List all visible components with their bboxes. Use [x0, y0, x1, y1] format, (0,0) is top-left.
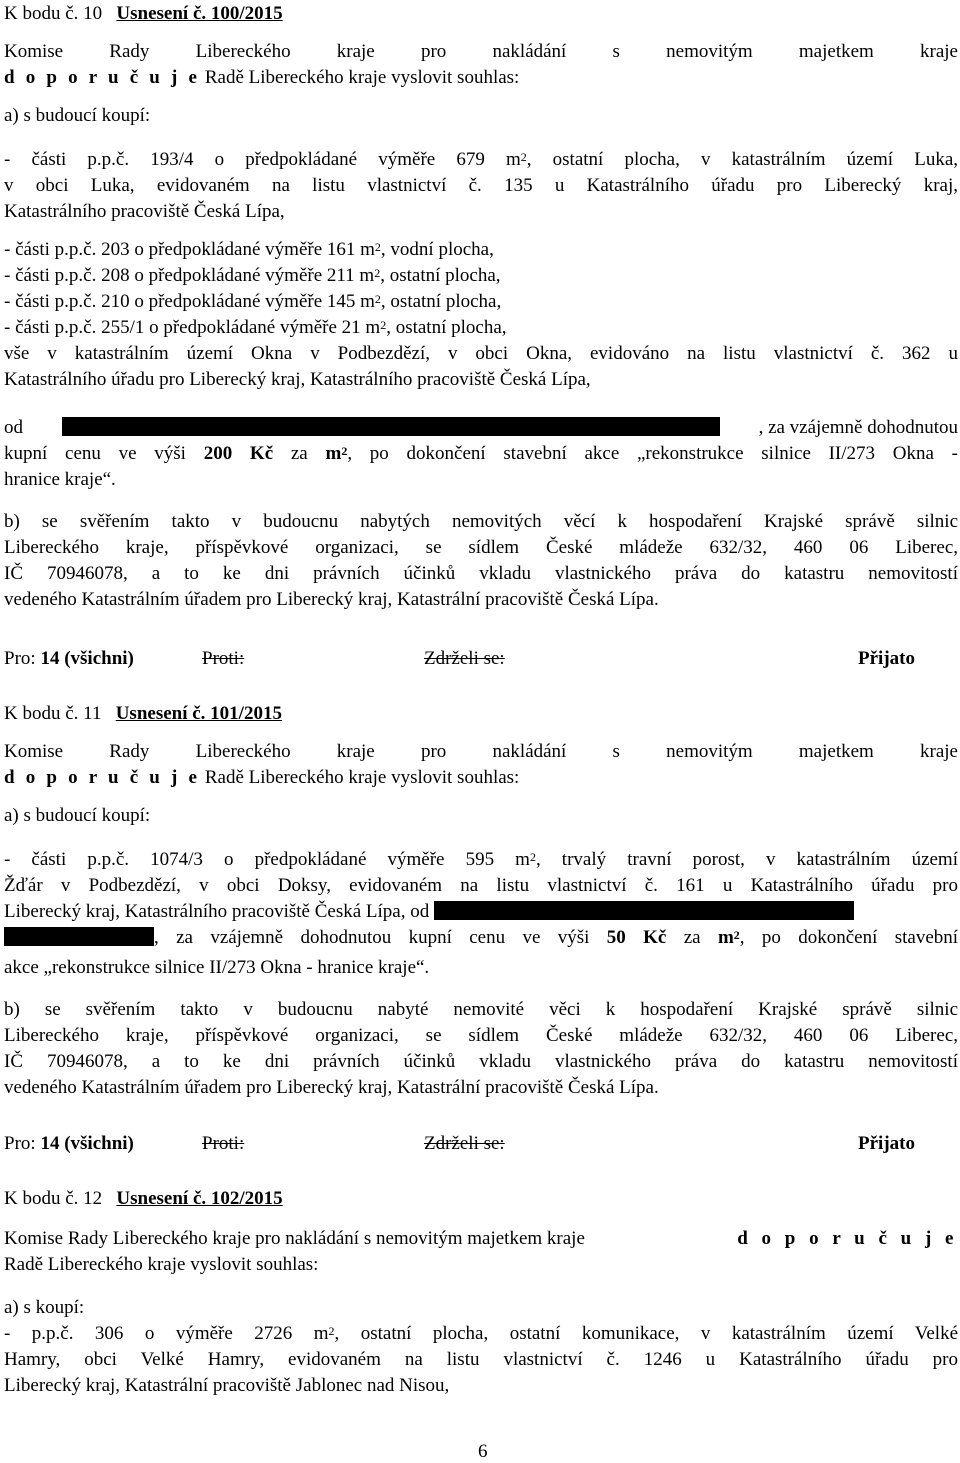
intro-line: Komise Rady Libereckého kraje pro nakládání s nemovitým majetkem kraje [4, 41, 958, 62]
paragraph-line: Katastrálního úřadu pro Liberecký kraj, Katastrálního pracoviště Česká Lípa, [4, 369, 591, 390]
parcel-line: Žďár v Podbezdězí, v obci Doksy, evidovaném na listu vlastnictví č. 161 u Katastrálního úřadu pro [4, 875, 958, 896]
recommendation-text: Radě Libereckého kraje vyslovit souhlas: [204, 67, 520, 88]
subsection-b: vedeného Katastrálním úřadem pro Liberecký kraj, Katastrální pracoviště Česká Lípa. [4, 1077, 659, 1098]
intro-line: Komise Rady Libereckého kraje pro nakládání s nemovitým majetkem kraje d o p o r u č u j e [4, 1228, 958, 1249]
parcel-line: Katastrálního pracoviště Česká Lípa, [4, 201, 285, 222]
subsection-b: b) se svěřením takto v budoucnu nabytých nemovitých věcí k hospodaření Krajské správě silnic [4, 511, 958, 532]
vote-pro: Pro: 14 (všichni) [4, 1133, 134, 1154]
vote-against: Proti: [202, 1133, 245, 1154]
redacted-block [4, 927, 154, 946]
subsection-a: a) s koupí: [4, 1297, 85, 1318]
recommendation-line [4, 67, 519, 89]
redacted-block [434, 901, 854, 920]
vote-pro: Pro: 14 (všichni) [4, 648, 134, 669]
parcel-line: Liberecký kraj, Katastrálního pracoviště Česká Lípa, od [4, 901, 854, 923]
price-line: akce „rekonstrukce silnice II/273 Okna - hranice kraje“. [4, 957, 430, 978]
subsection-b: IČ 70946078, a to ke dni právních účinků vkladu vlastnického práva do katastru nemovitostí [4, 1051, 958, 1072]
recommends-word: d o p o r u č u j e [4, 67, 201, 88]
resolution-number: Usnesení č. 100/2015 [116, 3, 283, 24]
list-item: - části p.p.č. 210 o předpokládané výměře 145 $m^2$, ostatní plocha, [4, 291, 502, 312]
resolution-number: Usnesení č. 101/2015 [115, 703, 282, 724]
parcel-line: - p.p.č. 306 o výměře 2726 $m^2$, ostatní plocha, ostatní komunikace, v katastrálním území Velké [4, 1323, 959, 1344]
vote-abstain: Zdrželi se: [424, 1133, 505, 1154]
vote-abstain: Zdrželi se: [424, 648, 505, 669]
parcel-line: - části p.p.č. 193/4 o předpokládané výměře 679 $m^2$, ostatní plocha, v katastrálním území Luka, [4, 149, 958, 170]
section-heading [4, 3, 283, 25]
redacted-block [62, 417, 720, 436]
vote-against: Proti: [202, 648, 245, 669]
subsection-b: vedeného Katastrálním úřadem pro Liberecký kraj, Katastrální pracoviště Česká Lípa. [4, 589, 659, 610]
subsection-a: a) s budoucí koupí: [4, 105, 151, 126]
price-line: hranice kraje“. [4, 469, 116, 490]
recommendation-text: Radě Libereckého kraje vyslovit souhlas: [204, 767, 520, 788]
list-item: - části p.p.č. 203 o předpokládané výměře 161 $m^2$, vodní plocha, [4, 239, 494, 260]
subsection-a: a) s budoucí koupí: [4, 805, 151, 826]
page-number: 6 [478, 1441, 488, 1462]
price-line: kupní cenu ve výši 200 Kč za $m^2$, po dokončení stavební akce „rekonstrukce silnice II/273 Okna - [4, 443, 958, 464]
recommendation-line [4, 767, 519, 789]
bod-label: K bodu č. 11 [4, 703, 102, 724]
subsection-b: Libereckého kraje, příspěvkové organizaci, se sídlem České mládeže 632/32, 460 06 Liberec, [4, 1025, 958, 1046]
subsection-b: b) se svěřením takto v budoucnu nabyté nemovité věci k hospodaření Krajské správě silnic [4, 999, 958, 1020]
list-item: - části p.p.č. 208 o předpokládané výměře 211 $m^2$, ostatní plocha, [4, 265, 501, 286]
parcel-line: Hamry, obci Velké Hamry, evidovaném na listu vlastnictví č. 1246 u Katastrálního úřadu pro [4, 1349, 958, 1370]
intro-line: Komise Rady Libereckého kraje pro nakládání s nemovitým majetkem kraje [4, 741, 958, 762]
recommends-word: d o p o r u č u j e [4, 767, 201, 788]
subsection-b: IČ 70946078, a to ke dni právních účinků vkladu vlastnického práva do katastru nemovitostí [4, 563, 958, 584]
price-line: , za vzájemně dohodnutou kupní cenu ve výši 50 Kč za $m^2$, po dokončení stavební [4, 927, 958, 949]
bod-label: K bodu č. 10 [4, 3, 103, 24]
parcel-line: v obci Luka, evidovaném na listu vlastnictví č. 135 u Katastrálního úřadu pro Liberecký kraj, [4, 175, 958, 196]
parcel-line: - části p.p.č. 1074/3 o předpokládané výměře 595 $m^2$, trvalý travní porost, v katastrálním území [4, 849, 958, 870]
section-heading [4, 703, 282, 725]
bod-label: K bodu č. 12 [4, 1188, 103, 1209]
subsection-b: Libereckého kraje, příspěvkové organizaci, se sídlem České mládeže 632/32, 460 06 Liberec, [4, 537, 958, 558]
vote-result: Přijato [858, 648, 915, 669]
recommendation-text: Radě Libereckého kraje vyslovit souhlas: [4, 1254, 319, 1275]
paragraph-line: vše v katastrálním území Okna v Podbezdězí, v obci Okna, evidováno na listu vlastnictví č. 362 u [4, 343, 958, 364]
seller-line: od , za vzájemně dohodnutou [4, 417, 958, 438]
vote-result: Přijato [858, 1133, 915, 1154]
resolution-number: Usnesení č. 102/2015 [116, 1188, 283, 1209]
parcel-line: Liberecký kraj, Katastrální pracoviště Jablonec nad Nisou, [4, 1375, 450, 1396]
list-item: - části p.p.č. 255/1 o předpokládané výměře 21 $m^2$, ostatní plocha, [4, 317, 507, 338]
recommends-word: d o p o r u č u j e [737, 1228, 958, 1249]
section-heading [4, 1188, 283, 1210]
